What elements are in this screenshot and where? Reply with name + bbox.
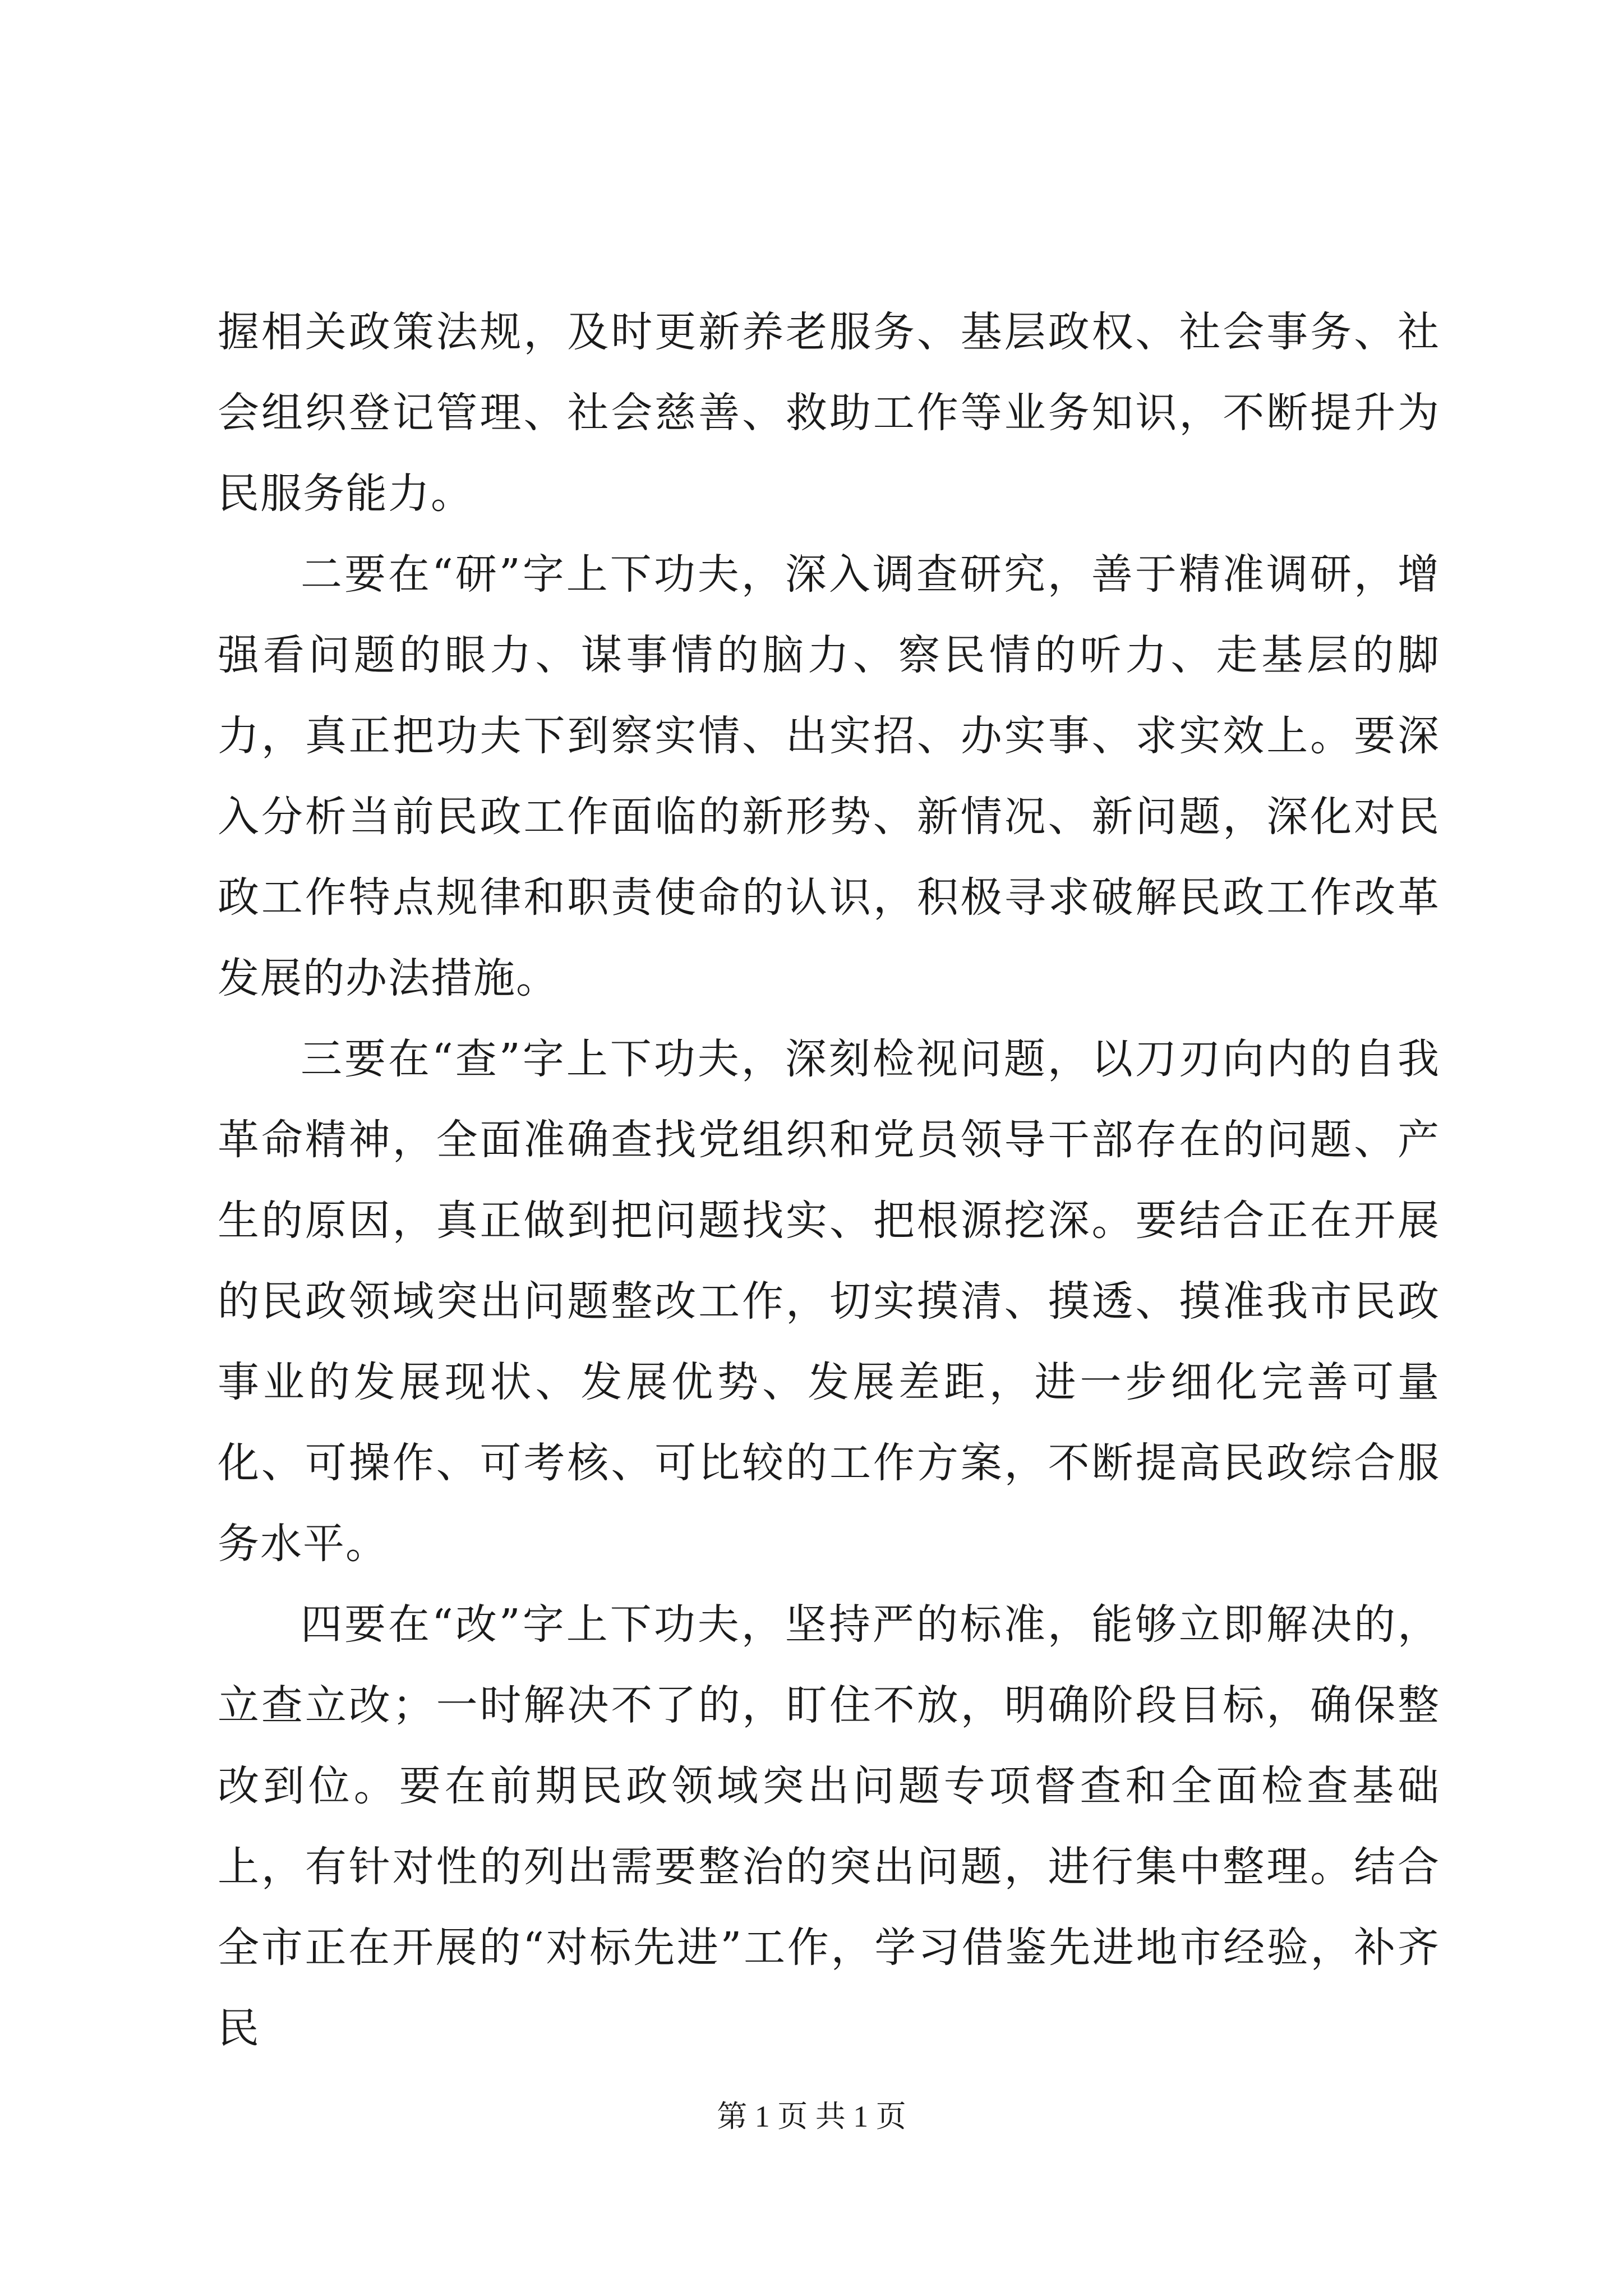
page-footer: 第 1 页 共 1 页: [717, 2100, 906, 2133]
paragraph-research: 二要在“研”字上下功夫，深入调查研究，善于精准调研，增强看问题的眼力、谋事情的脑力、察民情的听力、走基层的脚力，真正把功夫下到察实情、出实招、办实事、求实效上。要深入分析当前民政工作面临的新形势、新情况、新问题，深化对民政工作特点规律和职责使命的认识，积极寻求破解民政工作改革发展的办法措施。: [218, 550, 1440, 1002]
paragraph-inspect: 三要在“查”字上下功夫，深刻检视问题，以刀刃向内的自我革命精神，全面准确查找党组织和党员领导干部存在的问题、产生的原因，真正做到把问题找实、把根源挖深。要结合正在开展的民政领域突出问题整改工作，切实摸清、摸透、摸准我市民政事业的发展现状、发展优势、发展差距，进一步细化完善可量化、可操作、可考核、可比较的工作方案，不断提高民政综合服务水平。: [218, 1035, 1440, 1568]
paragraph-rectify: 四要在“改”字上下功夫，坚持严的标准，能够立即解决的，立查立改；一时解决不了的，盯住不放，明确阶段目标，确保整改到位。要在前期民政领域突出问题专项督查和全面检查基础上，有针对性的列出需要整治的突出问题，进行集中整理。结合全市正在开展的“对标先进”工作，学习借鉴先进地市经验，补齐民: [218, 1600, 1440, 2053]
document-body: [218, 292, 1440, 2069]
paragraph-continuation: 握相关政策法规，及时更新养老服务、基层政权、社会事务、社会组织登记管理、社会慈善、救助工作等业务知识，不断提升为民服务能力。: [218, 308, 1440, 518]
